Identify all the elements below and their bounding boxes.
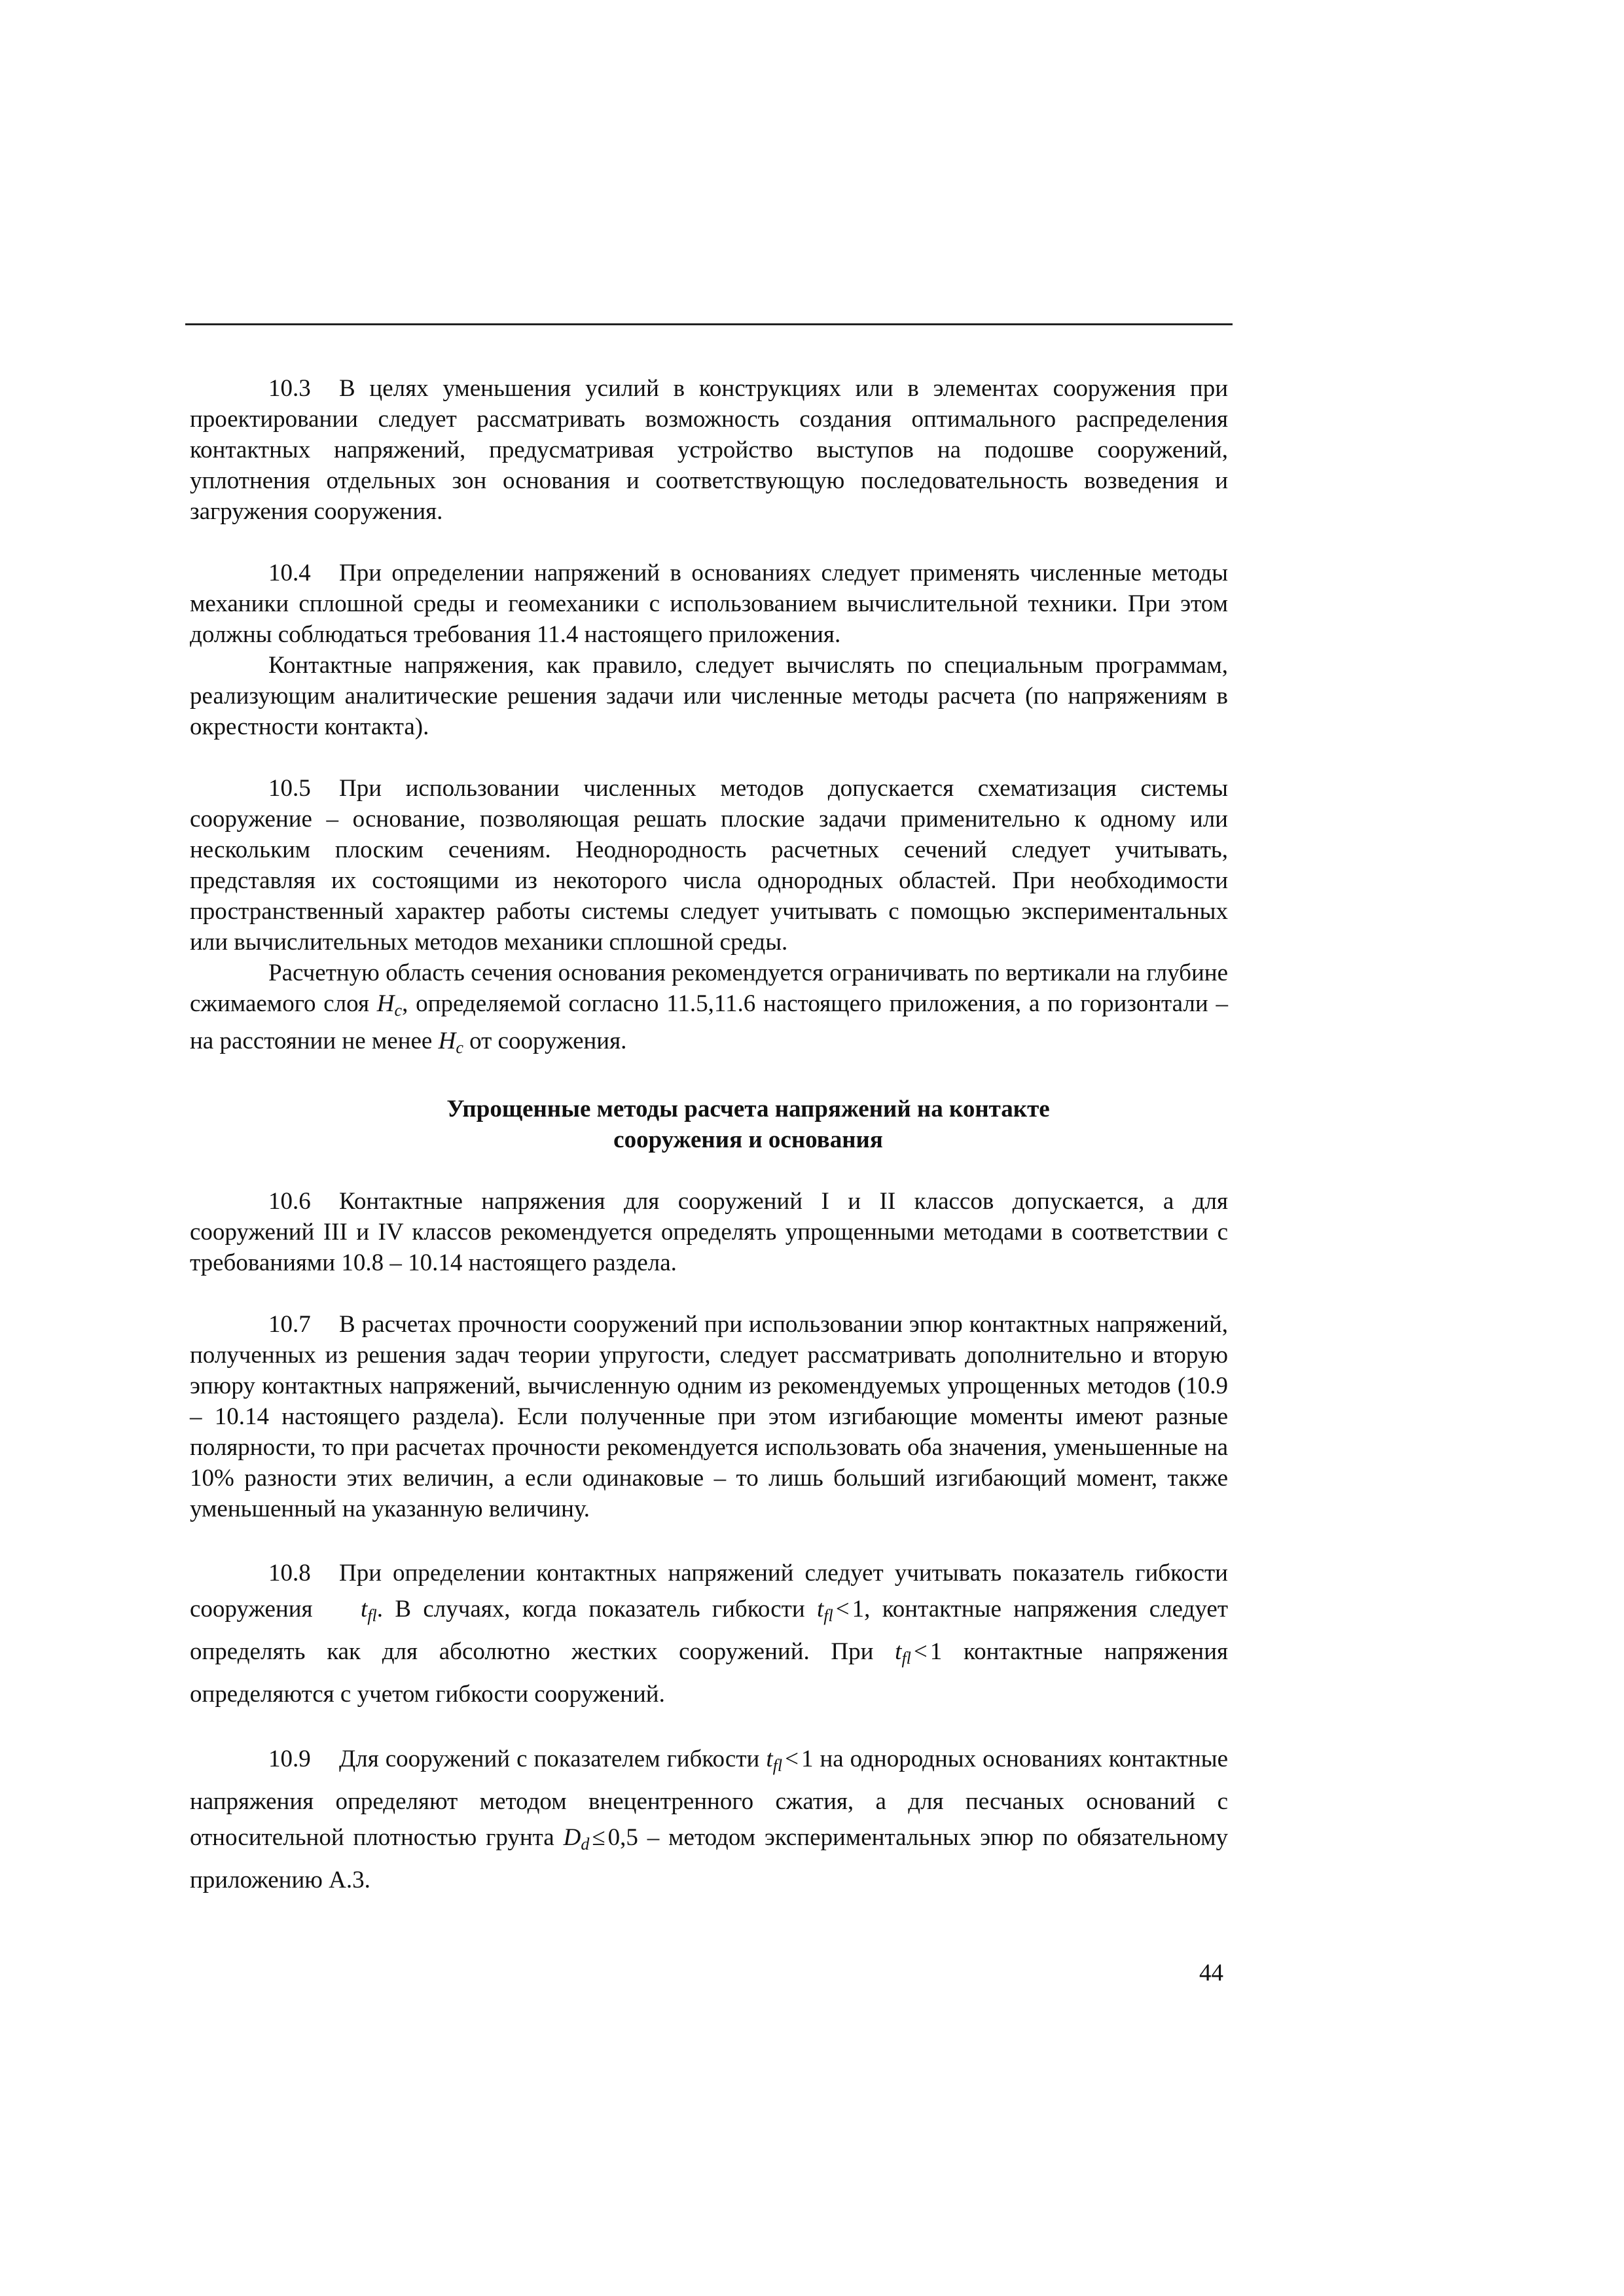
clause-number: 10.6 (268, 1188, 311, 1215)
math-less-than: < (785, 1746, 799, 1772)
math-sub-c: c (394, 1001, 403, 1020)
header-rule (185, 323, 1233, 325)
math-less-equal: ≤ (592, 1824, 605, 1851)
clause-text: , определяемой согласно 11.5,11.6 настоящего приложения, а по горизонтали – на расстоянии не менее (190, 990, 1228, 1054)
math-t: t (360, 1596, 368, 1623)
clause-text: При использовании численных методов допускается схематизация системы сооружение – основание, позволяющая решать плоские задачи применительно к одному или нескольким плоским сечениям. Неоднородность расчетных сечений следует учитывать, представляя их состоящими из некоторого числа однородных областей. При необходимости пространственный характер работы системы следует учитывать с помощью экспериментальных или вычислительных методов механики сплошной среды. (190, 775, 1228, 956)
math-one: 1 (801, 1746, 814, 1772)
math-half: 0,5 (607, 1824, 638, 1851)
section-heading-line-1: Упрощенные методы расчета напряжений на контакте (446, 1096, 1050, 1122)
paragraph-10-6 (190, 1186, 1228, 1278)
clause-text: на однородных основаниях контактные напряжения определяют методом внецентренного сжатия, а для песчаных оснований с относительной плотностью грунта (190, 1746, 1228, 1851)
paragraph-10-5-continued (190, 958, 1228, 1063)
math-less-than: < (913, 1638, 928, 1665)
math-H: H (438, 1028, 456, 1054)
math-D: D (563, 1824, 581, 1851)
section-heading-line-2: сооружения и основания (613, 1126, 883, 1153)
paragraph-10-5 (190, 773, 1228, 958)
clause-number: 10.3 (268, 375, 311, 402)
clause-text: контактные напряжения определяются с учетом гибкости сооружений. (190, 1638, 1229, 1708)
math-one: 1 (852, 1596, 865, 1623)
clause-text: – методом экспериментальных эпюр по обязательному приложению А.3. (190, 1824, 1229, 1893)
math-t: t (895, 1638, 902, 1665)
clause-number: 10.7 (268, 1311, 311, 1338)
math-one: 1 (929, 1638, 943, 1665)
clause-text: При определении контактных напряжений следует учитывать показатель гибкости сооружения (190, 1560, 1228, 1623)
clause-number: 10.9 (268, 1746, 311, 1772)
math-sub-fl: fl (901, 1649, 911, 1668)
math-sub-fl: fl (367, 1606, 377, 1625)
clause-text: , контактные напряжения следует определять как для абсолютно жестких сооружений. При (190, 1596, 1229, 1665)
paragraph-10-9 (190, 1741, 1228, 1898)
clause-text: Расчетную область сечения основания рекомендуется ограничивать по вертикали на глубине сжимаемого слоя (190, 960, 1228, 1017)
math-sub-c: c (456, 1038, 463, 1057)
paragraph-10-3 (190, 373, 1228, 527)
page-number: 44 (1199, 1960, 1223, 1986)
paragraph-10-8 (190, 1555, 1228, 1712)
clause-text: В расчетах прочности сооружений при использовании эпюр контактных напряжений, полученных из решения задач теории упругости, следует рассматривать дополнительно и вторую эпюру контактных напряжений, вычисленную одним из рекомендуемых упрощенных методов (10.9 – 10.14 настоящего раздела). Если полученные при этом изгибающие моменты имеют разные полярности, то при расчетах прочности рекомендуется использовать оба значения, уменьшенные на 10% разности этих величин, а если одинаковые – то лишь больший изгибающий момент, также уменьшенный на указанную величину. (190, 1311, 1228, 1522)
math-t: t (766, 1746, 773, 1772)
math-sub-fl: fl (823, 1606, 833, 1625)
clause-text: В целях уменьшения усилий в конструкциях или в элементах сооружения при проектировании следует рассматривать возможность создания оптимального распределения контактных напряжений, предусматривая устройство выступов на подошве сооружений, уплотнения отдельных зон основания и соответствующую последовательность возведения и загружения сооружения. (190, 375, 1228, 525)
page-body (190, 373, 1228, 1898)
clause-text: от сооружения. (469, 1028, 627, 1054)
clause-text: . В случаях, когда показатель гибкости (376, 1596, 805, 1623)
clause-number: 10.8 (268, 1560, 311, 1587)
clause-text: Контактные напряжения для сооружений I и II классов допускается, а для сооружений III и IV классов рекомендуется определять упрощенными методами в соответствии с требованиями 10.8 – 10.14 настоящего раздела. (190, 1188, 1228, 1276)
math-less-than: < (835, 1596, 850, 1623)
clause-text: При определении напряжений в основаниях следует применять численные методы механики сплошной среды и геомеханики с использованием вычислительной техники. При этом должны соблюдаться требования 11.4 настоящего приложения. (190, 560, 1228, 648)
math-t: t (817, 1596, 824, 1623)
paragraph-10-4 (190, 558, 1228, 650)
paragraph-10-4-continued (190, 650, 1228, 742)
clause-text: Контактные напряжения, как правило, следует вычислять по специальным программам, реализующим аналитические решения задачи или численные методы расчета (по напряжениям в окрестности контакта). (190, 652, 1228, 740)
clause-text: Для сооружений с показателем гибкости (339, 1746, 760, 1772)
paragraph-10-7 (190, 1309, 1228, 1524)
clause-number: 10.4 (268, 560, 311, 586)
clause-number: 10.5 (268, 775, 311, 802)
math-sub-fl: fl (772, 1756, 783, 1775)
math-sub-d: d (581, 1835, 590, 1854)
math-H: H (376, 990, 395, 1017)
